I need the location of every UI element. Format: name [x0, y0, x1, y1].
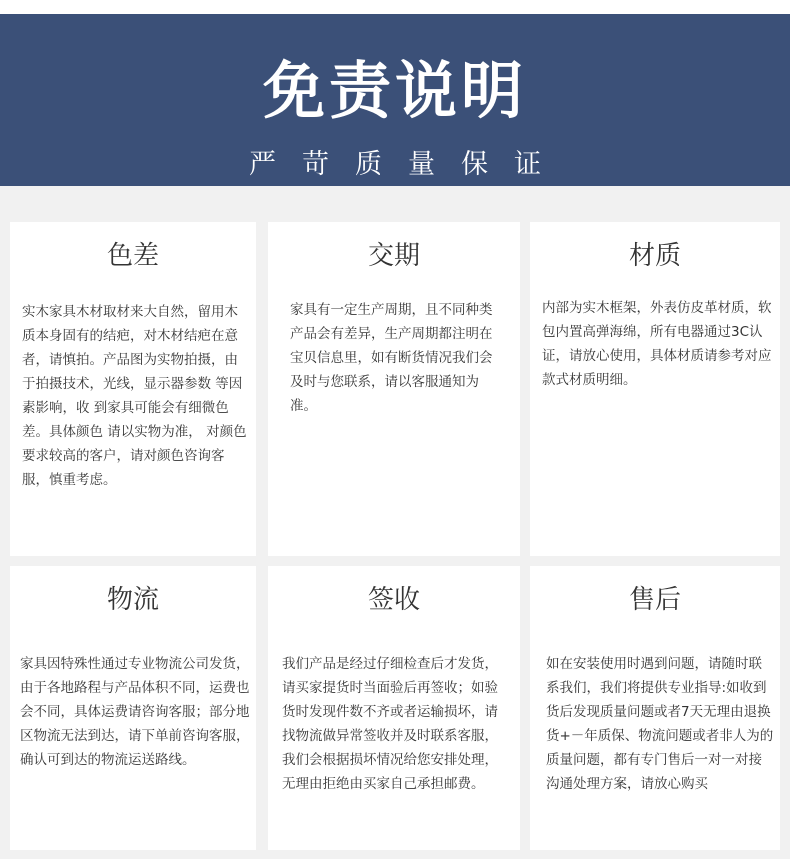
- card-title: 签收: [367, 585, 420, 615]
- card-title: 色差: [106, 241, 159, 271]
- page-title: 免责说明: [262, 54, 527, 127]
- card-text: 家具有一定生产周期，且不同种类 产品会有差异，生产周期都注明在 宝贝信息里，如有断货情况我们会及时与您联系，请以客服通知为准。: [290, 302, 493, 414]
- card-delivery-time: [268, 222, 520, 556]
- card-material: [530, 222, 780, 556]
- card-title: 物流: [106, 585, 159, 615]
- card-title: 材质: [628, 241, 681, 271]
- card-text: 实木家具木材取材来大自然，留用木质本身固有的结疤，对木材结疤在意者，请慎拍。产品图为实物拍摄，由于拍摄技术，光线，显示器参数 等因素影响，收 到家具可能会有细微色差。具体颜色 请以实物为准， 对颜色要求较高的客户，请对颜色咨询客服，慎重考虑。: [22, 304, 247, 488]
- header-banner: [0, 14, 790, 186]
- card-logistics: [10, 566, 256, 850]
- card-text: 家具因特殊性通过专业物流公司发货，由于各地路程与产品体积不同，运费也会不同，具体运费请咨询客服；部分地区物流无法到达，请下单前咨询客服，确认可到达的物流运送路线。: [20, 656, 250, 768]
- card-text: 如在安装使用时遇到问题，请随时联系我们，我们将提供专业指导:如收到货后发现质量问题或者7天无理由退换货+－年质保、物流问题或者非人为的质量问题，都有专门售后一对一对接沟通处理方案，请放心购买: [546, 656, 774, 792]
- card-title: 交期: [367, 241, 420, 271]
- page-subtitle: 严苛质量保证: [249, 149, 567, 180]
- card-after-sales: [530, 566, 780, 850]
- card-sign-for: [268, 566, 520, 850]
- card-text: 内部为实木框架，外表仿皮革材质，软包内置高弹海绵，所有电器通过3C认证，请放心使用，具体材质请参考对应款式材质明细。: [542, 300, 772, 388]
- top-strip: [0, 0, 790, 14]
- card-text: 我们产品是经过仔细检查后才发货，请买家提货时当面验后再签收；如验货时发现件数不齐或者运输损坏，请找物流做异常签收并及时联系客服，我们会根据损坏情况给您安排处理，无理由拒绝由买家自己承担邮费。: [282, 656, 498, 792]
- card-title: 售后: [628, 585, 681, 615]
- card-color-difference: [10, 222, 256, 556]
